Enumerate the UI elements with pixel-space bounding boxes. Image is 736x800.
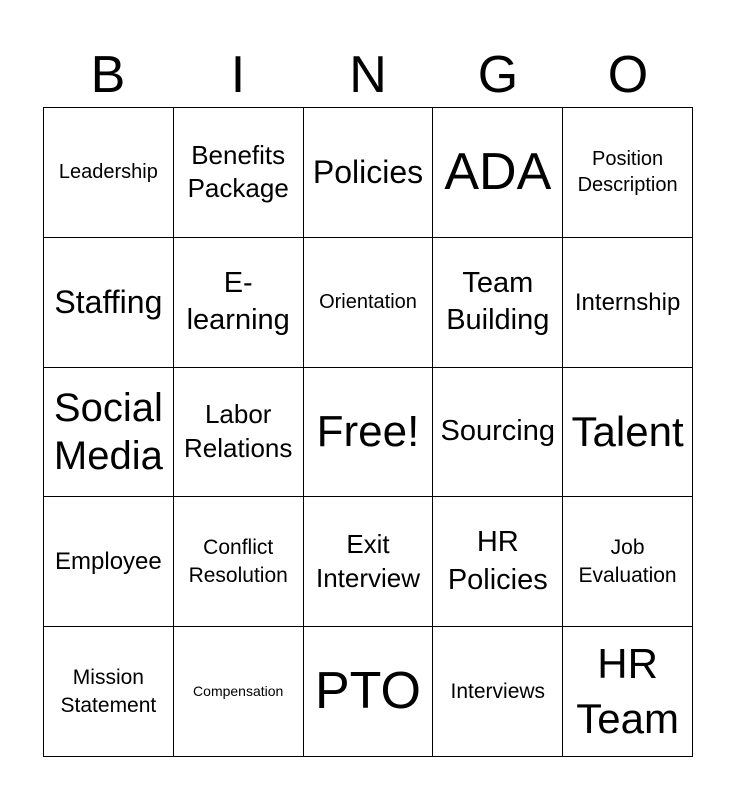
bingo-cell[interactable] [304, 497, 434, 627]
bingo-cell[interactable] [563, 108, 693, 238]
bingo-cell[interactable] [304, 108, 434, 238]
bingo-cell-label: HR Team [576, 640, 679, 742]
bingo-cell-label: Benefits Package [187, 139, 289, 204]
bingo-cell-label: Talent [571, 408, 684, 456]
bingo-cell-label: Employee [55, 548, 162, 576]
bingo-cell-label: Free! [316, 406, 420, 456]
bingo-cell[interactable] [174, 497, 304, 627]
bingo-cell-label: Conflict Resolution [188, 536, 288, 587]
header-letter-b: B [90, 46, 126, 104]
bingo-cell-label: Policies [312, 154, 424, 191]
header-letter-g: G [477, 46, 519, 104]
bingo-cell[interactable] [174, 108, 304, 238]
bingo-cell[interactable] [44, 108, 174, 238]
bingo-cell[interactable] [563, 368, 693, 498]
bingo-cell[interactable] [433, 238, 563, 368]
bingo-cell[interactable] [304, 238, 434, 368]
bingo-cell-label: Mission Statement [60, 666, 157, 717]
bingo-header [43, 44, 693, 106]
bingo-cell-label: Compensation [193, 682, 284, 699]
bingo-cell[interactable] [304, 368, 434, 498]
bingo-cell-label: Staffing [54, 283, 163, 320]
bingo-cell-label: Social Media [53, 385, 163, 478]
bingo-card-grid [43, 107, 693, 757]
bingo-cell-label: Orientation [319, 291, 417, 314]
header-letter-o: O [607, 46, 649, 104]
bingo-cell[interactable] [174, 368, 304, 498]
bingo-cell[interactable] [563, 627, 693, 757]
bingo-cell-label: HR Policies [447, 526, 548, 596]
header-letter-i: I [230, 46, 246, 104]
bingo-cell-label: PTO [315, 661, 421, 720]
bingo-cell[interactable] [433, 627, 563, 757]
bingo-cell-label: Team Building [446, 266, 550, 337]
bingo-cell[interactable] [44, 238, 174, 368]
bingo-cell[interactable] [44, 627, 174, 757]
bingo-cell-label: Sourcing [440, 415, 556, 448]
bingo-cell-label: Labor Relations [183, 399, 293, 463]
bingo-cell[interactable] [563, 238, 693, 368]
bingo-cell-label: Leadership [58, 161, 158, 184]
bingo-cell[interactable] [174, 238, 304, 368]
bingo-cell-label: Position Description [577, 148, 678, 197]
bingo-cell[interactable] [44, 497, 174, 627]
bingo-cell[interactable] [433, 497, 563, 627]
bingo-cell[interactable] [174, 627, 304, 757]
bingo-cell[interactable] [304, 627, 434, 757]
bingo-cell-label: ADA [444, 142, 552, 201]
header-letter-n: N [349, 46, 387, 104]
bingo-cell-label: Internship [574, 288, 681, 316]
bingo-cell[interactable] [44, 368, 174, 498]
bingo-cell[interactable] [563, 497, 693, 627]
bingo-cell-label: Job Evaluation [578, 536, 677, 587]
bingo-cell[interactable] [433, 368, 563, 498]
bingo-cell-label: E- learning [186, 266, 290, 337]
bingo-cell[interactable] [433, 108, 563, 238]
bingo-cell-label: Exit Interview [315, 528, 421, 593]
bingo-cell-label: Interviews [450, 679, 546, 703]
